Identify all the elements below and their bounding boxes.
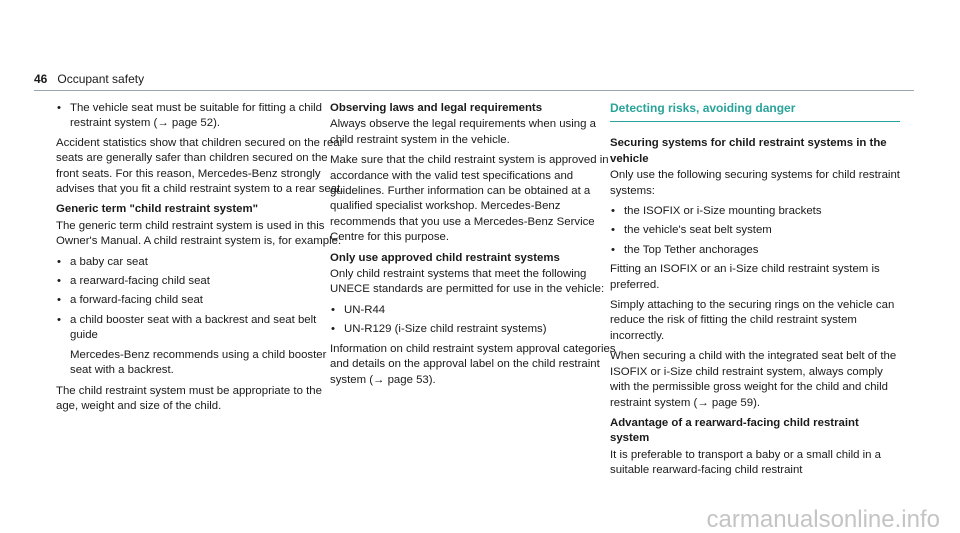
watermark: carmanualsonline.info	[706, 505, 940, 533]
list-item: • a forward-facing child seat	[56, 293, 346, 308]
securing-list	[610, 204, 900, 258]
heading-laws: Observing laws and legal requirements	[330, 102, 543, 114]
list-item: • UN-R129 (i-Size child restraint systems)	[330, 322, 620, 337]
intro-list	[56, 101, 346, 132]
paragraph: The child restraint system must be appropriate to the age, weight and size of the child.	[56, 384, 322, 412]
paragraph: It is preferable to transport a baby or a small child in a suitable rearward-facing child restraint	[610, 448, 881, 477]
section-title: Detecting risks, avoiding danger	[610, 101, 900, 122]
example-list	[56, 255, 346, 344]
paragraph: Accident statistics show that children secured on the rear seats are generally safer than children secured on the front seats. For this reason, Mercedes-Benz strongly advises that you fit a child restraint system to a rear seat.	[56, 136, 344, 196]
column-left	[56, 101, 346, 419]
heading-rearward-facing: Advantage of a rearward-facing child restraint system	[610, 416, 859, 445]
list-item: • a baby car seat	[56, 255, 346, 270]
paragraph: When securing a child with the integrated seat belt of the ISOFIX or i-Size child restraint system, always comply with the permissible gross weight for the child and child restraint system (→ page 59).	[610, 350, 897, 409]
paragraph: Always observe the legal requirements when using a child restraint system in the vehicle.	[330, 118, 596, 146]
heading-generic-term: Generic term "child restraint system"	[56, 203, 258, 216]
paragraph: Fitting an ISOFIX or an i-Size child restraint system is preferred.	[610, 263, 880, 291]
column-right	[610, 101, 900, 484]
header-divider	[34, 90, 914, 91]
list-item: • the Top Tether anchorages	[610, 243, 900, 258]
page-header	[34, 72, 144, 87]
paragraph: Simply attaching to the securing rings on the vehicle can reduce the risk of fitting the child restraint system incorrectly.	[610, 299, 895, 342]
heading-securing-systems: Securing systems for child restraint systems in the vehicle	[610, 137, 887, 165]
paragraph: The generic term child restraint system is used in this Owner's Manual. A child restraint system is, for example:	[56, 219, 342, 248]
paragraph: Only use the following securing systems for child restraint systems:	[610, 169, 900, 197]
list-item: • a rearward-facing child seat	[56, 274, 346, 289]
paragraph: Make sure that the child restraint system is approved in accordance with the valid test specifications and guidelines. Further information can be obtained at a qualified specialist workshop. Mercedes-Benz recommends that you use a Mercedes-Benz Service Centre for this purpose.	[330, 154, 609, 244]
list-item: • the vehicle's seat belt system	[610, 223, 900, 238]
column-middle	[330, 101, 620, 393]
list-item: • a child booster seat with a backrest and seat belt guide	[56, 313, 346, 344]
heading-approved-systems: Only use approved child restraint systems	[330, 251, 560, 264]
standards-list	[330, 303, 620, 338]
list-item: • The vehicle seat must be suitable for fitting a child restraint system (→ page 52).	[56, 101, 346, 132]
list-item: • UN-R44	[330, 303, 620, 318]
page-number: 46	[34, 72, 48, 86]
paragraph: Information on child restraint system approval categories and details on the approval label on the child restraint system (→ page 53).	[330, 342, 616, 386]
paragraph: Only child restraint systems that meet the following UNECE standards are permitted for use in the vehicle:	[330, 268, 605, 296]
bullet-note: Mercedes-Benz recommends using a child booster seat with a backrest.	[70, 348, 327, 377]
list-item: • the ISOFIX or i-Size mounting brackets	[610, 204, 900, 219]
section-name: Occupant safety	[57, 72, 145, 86]
